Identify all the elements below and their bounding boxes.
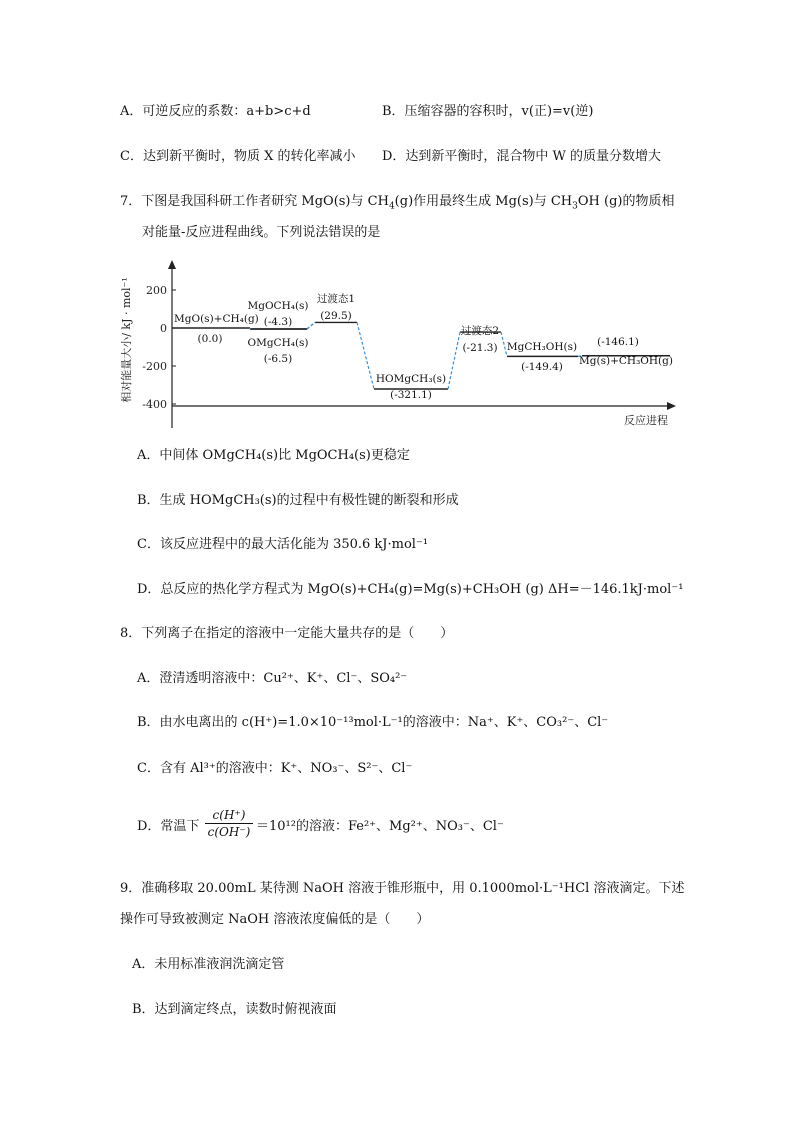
y-tick-label: -200 xyxy=(142,360,167,373)
q8-option-d-suffix: ＝10¹²的溶液：Fe²⁺、Mg²⁺、NO₃⁻、Cl⁻ xyxy=(256,819,504,834)
species-label: OMgCH₄(s) xyxy=(247,337,309,349)
q8-stem: 8．下列离子在指定的溶液中一定能大量共存的是（ ） xyxy=(120,626,454,641)
q7-stem-line1: 7．下图是我国科研工作者研究 MgO(s)与 $CH_4(g)$作用最终生成 Mg(s)与 $CH_3OH$ (g)的物质相 xyxy=(120,194,675,212)
q8-option-d-fraction xyxy=(205,808,253,839)
energy-value-label: (-149.4) xyxy=(521,361,563,373)
q9-option-b: B．达到滴定终点，读数时俯视液面 xyxy=(132,1002,337,1017)
x-axis-arrow xyxy=(667,402,676,410)
fraction-numerator: c(H⁺) xyxy=(205,808,253,824)
x-axis-label: 反应进程 xyxy=(624,414,668,427)
y-axis-arrow xyxy=(168,260,176,269)
fraction-denominator: c(OH⁻) xyxy=(207,825,251,839)
q8-option-a: A．澄清透明溶液中：Cu²⁺、K⁺、Cl⁻、SO₄²⁻ xyxy=(137,671,408,686)
q7-option-b: B．生成 HOMgCH₃(s)的过程中有极性键的断裂和形成 xyxy=(137,493,459,508)
species-label: HOMgCH₃(s) xyxy=(375,373,447,385)
q9-stem-line2: 操作可导致被测定 NaOH 溶液浓度偏低的是（ ） xyxy=(120,912,430,927)
energy-value-label: (29.5) xyxy=(320,310,352,322)
q6-option-a: A．可逆反应的系数：a+b>c+d xyxy=(120,104,311,119)
y-axis-label: 相对能量大小/ kJ · mol⁻¹ xyxy=(120,277,133,403)
species-label: MgCH₃OH(s) xyxy=(506,341,578,353)
energy-value-label: (-6.5) xyxy=(263,353,293,365)
q6-option-d: D．达到新平衡时，混合物中 W 的质量分数增大 xyxy=(382,149,662,164)
species-label: 过渡态1 xyxy=(316,293,356,305)
connector-dashed-line xyxy=(357,322,374,389)
energy-value-label: (0.0) xyxy=(197,333,223,345)
energy-value-label: (-21.3) xyxy=(462,342,498,354)
q9-option-a: A．未用标准液润洗滴定管 xyxy=(132,957,285,972)
q7-option-c: C．该反应进程中的最大活化能为 350.6 kJ·mol⁻¹ xyxy=(137,537,429,552)
energy-profile-chart xyxy=(110,258,690,436)
q6-option-c: C．达到新平衡时，物质 X 的转化率减小 xyxy=(120,149,356,164)
y-tick-label: 0 xyxy=(160,322,167,335)
q8-option-c: C．含有 Al³⁺的溶液中：K⁺、NO₃⁻、S²⁻、Cl⁻ xyxy=(137,761,413,776)
energy-value-label: (-321.1) xyxy=(390,389,432,401)
connector-dashed-line xyxy=(307,322,315,329)
q7-option-d: D．总反应的热化学方程式为 MgO(s)+CH₄(g)=Mg(s)+CH₃OH (g) ΔH=－146.1kJ·mol⁻¹ xyxy=(137,582,684,597)
energy-value-label: (-146.1) xyxy=(597,336,639,348)
q6-option-b: B．压缩容器的容积时，v(正)=v(逆) xyxy=(382,104,594,119)
species-label: 过渡态2 xyxy=(460,325,500,337)
connector-dashed-line xyxy=(448,332,460,389)
q9-stem-line1: 9．准确移取 20.00mL 某待测 NaOH 溶液于锥形瓶中，用 0.1000mol·L⁻¹HCl 溶液滴定。下述 xyxy=(120,881,685,896)
y-tick-label: -400 xyxy=(142,398,167,411)
q7-option-a: A．中间体 OMgCH₄(s)比 MgOCH₄(s)更稳定 xyxy=(137,448,410,463)
species-label: MgOCH₄(s) xyxy=(247,300,309,312)
q7-stem-line2: 对能量-反应进程曲线。下列说法错误的是 xyxy=(142,225,381,240)
y-tick-label: 200 xyxy=(146,284,167,297)
energy-value-label: (-4.3) xyxy=(263,316,293,328)
species-label: MgO(s)+CH₄(g) xyxy=(174,313,259,325)
species-label: Mg(s)+CH₃OH(g) xyxy=(579,355,673,367)
q8-option-d-prefix: D．常温下 xyxy=(137,819,200,834)
q8-option-b: B．由水电离出的 c(H⁺)=1.0×10⁻¹³mol·L⁻¹的溶液中：Na⁺、K⁺、CO₃²⁻、Cl⁻ xyxy=(137,715,609,730)
